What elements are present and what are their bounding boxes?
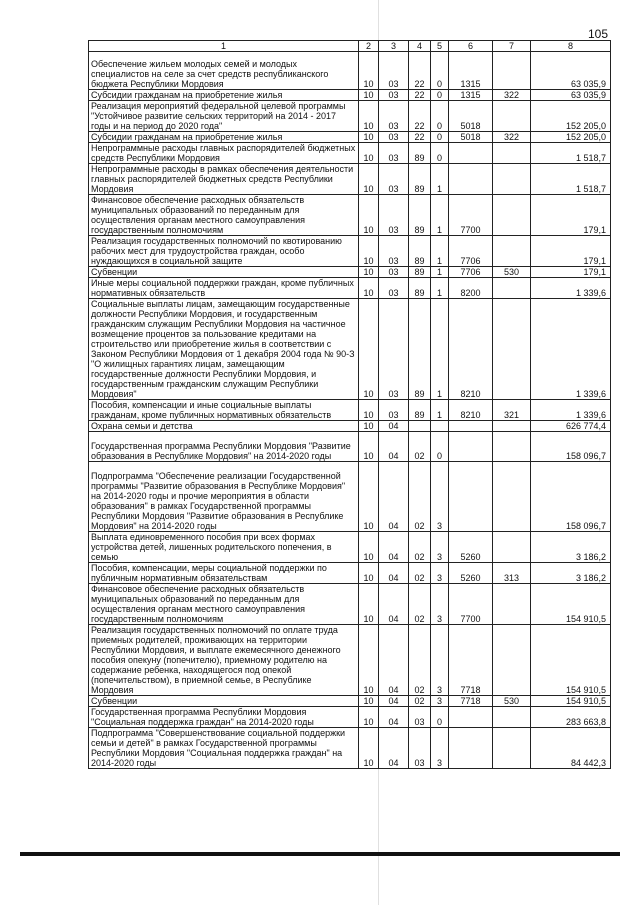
row-value-cell: 89	[409, 400, 431, 421]
row-name-cell: Финансовое обеспечение расходных обязательств муниципальных образований по переданным для осуществления органам местного самоуправления государственным полномочиям	[89, 584, 359, 625]
header-cell: 7	[493, 41, 531, 52]
row-value-cell: 10	[359, 696, 379, 707]
row-value-cell: 03	[409, 728, 431, 769]
row-value-cell: 22	[409, 132, 431, 143]
row-value-cell	[493, 143, 531, 164]
row-value-cell: 89	[409, 143, 431, 164]
row-value-cell: 22	[409, 101, 431, 132]
row-value-cell: 03	[379, 267, 409, 278]
row-value-cell: 04	[379, 707, 409, 728]
row-value-cell: 03	[379, 278, 409, 299]
row-value-cell: 3	[431, 563, 449, 584]
row-value-cell: 1	[431, 299, 449, 400]
row-name-cell: Субвенции	[89, 267, 359, 278]
row-value-cell: 0	[431, 132, 449, 143]
row-value-cell	[449, 462, 493, 532]
row-value-cell: 154 910,5	[531, 696, 611, 707]
row-value-cell: 154 910,5	[531, 625, 611, 696]
row-value-cell: 22	[409, 90, 431, 101]
row-value-cell	[493, 195, 531, 236]
row-value-cell	[493, 584, 531, 625]
row-value-cell: 02	[409, 625, 431, 696]
row-name-cell: Охрана семьи и детства	[89, 421, 359, 432]
row-value-cell: 03	[409, 707, 431, 728]
row-value-cell	[409, 421, 431, 432]
table-row	[89, 236, 611, 267]
table-row	[89, 143, 611, 164]
row-value-cell: 154 910,5	[531, 584, 611, 625]
row-value-cell: 04	[379, 696, 409, 707]
row-value-cell: 179,1	[531, 195, 611, 236]
row-value-cell: 04	[379, 462, 409, 532]
row-value-cell: 03	[379, 52, 409, 90]
table-row	[89, 267, 611, 278]
row-value-cell: 7706	[449, 267, 493, 278]
row-value-cell: 10	[359, 164, 379, 195]
row-name-cell: Обеспечение жильем молодых семей и молодых специалистов на селе за счет средств республиканского бюджета Республики Мордовия	[89, 52, 359, 90]
table-row	[89, 164, 611, 195]
row-value-cell: 10	[359, 52, 379, 90]
row-value-cell: 10	[359, 707, 379, 728]
row-value-cell: 03	[379, 101, 409, 132]
row-value-cell: 10	[359, 625, 379, 696]
row-value-cell: 89	[409, 267, 431, 278]
header-cell: 3	[379, 41, 409, 52]
row-value-cell: 03	[379, 90, 409, 101]
row-value-cell	[449, 143, 493, 164]
row-value-cell: 1	[431, 267, 449, 278]
row-value-cell: 10	[359, 236, 379, 267]
row-value-cell: 283 663,8	[531, 707, 611, 728]
table-row	[89, 101, 611, 132]
row-value-cell: 321	[493, 400, 531, 421]
row-value-cell: 04	[379, 532, 409, 563]
row-value-cell: 10	[359, 101, 379, 132]
row-name-cell: Финансовое обеспечение расходных обязательств муниципальных образований по переданным для осуществления органам местного самоуправления государственным полномочиям	[89, 195, 359, 236]
table-row	[89, 584, 611, 625]
row-value-cell: 03	[379, 236, 409, 267]
row-name-cell: Субсидии гражданам на приобретение жилья	[89, 132, 359, 143]
table-row	[89, 132, 611, 143]
row-value-cell: 89	[409, 164, 431, 195]
row-value-cell: 7718	[449, 625, 493, 696]
row-value-cell: 1 339,6	[531, 400, 611, 421]
row-value-cell: 1 339,6	[531, 278, 611, 299]
row-value-cell	[431, 421, 449, 432]
row-name-cell: Государственная программа Республики Мордовия "Социальная поддержка граждан" на 2014-2020 годы	[89, 707, 359, 728]
row-value-cell	[449, 728, 493, 769]
table-row	[89, 462, 611, 532]
table-row	[89, 90, 611, 101]
row-value-cell: 10	[359, 132, 379, 143]
row-value-cell: 152 205,0	[531, 101, 611, 132]
row-value-cell: 10	[359, 90, 379, 101]
row-name-cell: Социальные выплаты лицам, замещающим государственные должности Республики Мордовия, и государственным гражданским служащим Республики Мордовия на частичное возмещение процентов за пользование кредитами на строительство или приобретение жилья в соответствии с Законом Республики Мордовия от 1 декабря 2004 года № 90-З "О жилищных гарантиях лицам, замещающим государственные должности Республики Мордовия, и государственным гражданским служащим Республики Мордовия"	[89, 299, 359, 400]
row-name-cell: Государственная программа Республики Мордовия "Развитие образования в Республике Мордовия" на 2014-2020 годы	[89, 432, 359, 462]
row-value-cell	[493, 421, 531, 432]
row-value-cell: 322	[493, 132, 531, 143]
row-value-cell: 10	[359, 267, 379, 278]
row-value-cell: 63 035,9	[531, 90, 611, 101]
header-cell: 4	[409, 41, 431, 52]
row-value-cell: 0	[431, 52, 449, 90]
row-value-cell: 1	[431, 236, 449, 267]
row-value-cell: 10	[359, 143, 379, 164]
row-name-cell: Субсидии гражданам на приобретение жилья	[89, 90, 359, 101]
row-value-cell: 3 186,2	[531, 532, 611, 563]
row-value-cell: 02	[409, 696, 431, 707]
row-name-cell: Реализация мероприятий федеральной целевой программы "Устойчивое развитие сельских территорий на 2014 - 2017 годы и на период до 2020 года"	[89, 101, 359, 132]
row-value-cell: 10	[359, 584, 379, 625]
row-value-cell: 158 096,7	[531, 462, 611, 532]
row-value-cell	[493, 462, 531, 532]
row-value-cell: 04	[379, 584, 409, 625]
table-row	[89, 421, 611, 432]
row-value-cell: 8210	[449, 299, 493, 400]
row-value-cell: 7700	[449, 195, 493, 236]
row-value-cell: 04	[379, 728, 409, 769]
row-value-cell	[449, 707, 493, 728]
row-value-cell: 1315	[449, 52, 493, 90]
row-value-cell: 530	[493, 696, 531, 707]
row-value-cell: 1	[431, 400, 449, 421]
row-value-cell	[493, 101, 531, 132]
row-value-cell: 10	[359, 421, 379, 432]
row-value-cell	[493, 432, 531, 462]
row-value-cell: 3	[431, 532, 449, 563]
row-name-cell: Подпрограмма "Обеспечение реализации Государственной программы "Развитие образования в Республике Мордовия" на 2014-2020 годы и прочие мероприятия в области образования" в рамках Государственной программы Республики Мордовия "Развитие образования в Республике Мордовия" на 2014-2020 годы	[89, 462, 359, 532]
row-value-cell	[493, 236, 531, 267]
row-value-cell: 626 774,4	[531, 421, 611, 432]
row-name-cell: Реализация государственных полномочий по квотированию рабочих мест для трудоустройства граждан, особо нуждающихся в социальной защите	[89, 236, 359, 267]
row-value-cell: 02	[409, 432, 431, 462]
table-row	[89, 299, 611, 400]
row-value-cell: 530	[493, 267, 531, 278]
row-value-cell: 8210	[449, 400, 493, 421]
row-value-cell	[449, 164, 493, 195]
header-cell: 6	[449, 41, 493, 52]
row-name-cell: Непрограммные расходы в рамках обеспечения деятельности главных распорядителей бюджетных средств Республики Мордовия	[89, 164, 359, 195]
table-row	[89, 400, 611, 421]
row-value-cell: 10	[359, 462, 379, 532]
table-row	[89, 432, 611, 462]
row-value-cell: 0	[431, 707, 449, 728]
row-value-cell: 89	[409, 195, 431, 236]
row-value-cell: 3 186,2	[531, 563, 611, 584]
row-value-cell: 04	[379, 421, 409, 432]
header-row	[89, 41, 611, 52]
row-value-cell: 1 339,6	[531, 299, 611, 400]
table-row	[89, 278, 611, 299]
row-value-cell	[449, 421, 493, 432]
row-name-cell: Субвенции	[89, 696, 359, 707]
table-row	[89, 625, 611, 696]
row-value-cell: 1	[431, 164, 449, 195]
table-row	[89, 563, 611, 584]
row-value-cell: 03	[379, 400, 409, 421]
row-value-cell: 04	[379, 432, 409, 462]
row-value-cell	[493, 52, 531, 90]
row-name-cell: Непрограммные расходы главных распорядителей бюджетных средств Республики Мордовия	[89, 143, 359, 164]
row-value-cell: 3	[431, 696, 449, 707]
row-value-cell: 03	[379, 299, 409, 400]
row-value-cell: 10	[359, 532, 379, 563]
row-value-cell: 3	[431, 728, 449, 769]
row-value-cell: 0	[431, 90, 449, 101]
row-value-cell	[493, 299, 531, 400]
row-value-cell: 3	[431, 462, 449, 532]
row-value-cell: 10	[359, 400, 379, 421]
row-name-cell: Подпрограмма "Совершенствование социальной поддержки семьи и детей" в рамках Государственной программы Республики Мордовия "Социальная поддержка граждан" на 2014-2020 годы	[89, 728, 359, 769]
table-row	[89, 728, 611, 769]
row-value-cell: 3	[431, 625, 449, 696]
row-value-cell: 03	[379, 195, 409, 236]
table-row	[89, 52, 611, 90]
row-value-cell: 10	[359, 563, 379, 584]
row-value-cell: 89	[409, 299, 431, 400]
row-value-cell: 0	[431, 101, 449, 132]
row-value-cell: 22	[409, 52, 431, 90]
row-value-cell: 10	[359, 195, 379, 236]
row-value-cell: 89	[409, 278, 431, 299]
row-name-cell: Пособия, компенсации, меры социальной поддержки по публичным нормативным обязательствам	[89, 563, 359, 584]
row-value-cell: 03	[379, 132, 409, 143]
table-body	[89, 52, 611, 769]
row-value-cell: 313	[493, 563, 531, 584]
row-value-cell: 03	[379, 164, 409, 195]
row-value-cell: 04	[379, 625, 409, 696]
header-cell: 1	[89, 41, 359, 52]
row-name-cell: Пособия, компенсации и иные социальные выплаты гражданам, кроме публичных нормативных обязательств	[89, 400, 359, 421]
footer-rule	[20, 852, 620, 856]
row-value-cell	[493, 707, 531, 728]
row-value-cell: 7706	[449, 236, 493, 267]
row-value-cell: 5018	[449, 132, 493, 143]
row-value-cell: 7718	[449, 696, 493, 707]
row-value-cell	[493, 625, 531, 696]
row-value-cell: 7700	[449, 584, 493, 625]
row-value-cell	[493, 278, 531, 299]
row-value-cell: 5018	[449, 101, 493, 132]
table-row	[89, 696, 611, 707]
row-value-cell: 8200	[449, 278, 493, 299]
row-value-cell: 179,1	[531, 267, 611, 278]
row-value-cell: 0	[431, 432, 449, 462]
row-value-cell: 322	[493, 90, 531, 101]
row-value-cell: 02	[409, 462, 431, 532]
row-value-cell: 158 096,7	[531, 432, 611, 462]
row-value-cell: 152 205,0	[531, 132, 611, 143]
row-value-cell: 1 518,7	[531, 164, 611, 195]
table-row	[89, 707, 611, 728]
row-value-cell: 10	[359, 278, 379, 299]
row-value-cell: 0	[431, 143, 449, 164]
page-number: 105	[588, 27, 609, 41]
table-row	[89, 532, 611, 563]
table-row	[89, 195, 611, 236]
row-value-cell: 02	[409, 584, 431, 625]
row-name-cell: Иные меры социальной поддержки граждан, кроме публичных нормативных обязательств	[89, 278, 359, 299]
header-cell: 2	[359, 41, 379, 52]
row-value-cell	[449, 432, 493, 462]
row-value-cell: 3	[431, 584, 449, 625]
row-value-cell: 1	[431, 195, 449, 236]
row-value-cell: 10	[359, 728, 379, 769]
row-value-cell: 5260	[449, 532, 493, 563]
row-value-cell: 02	[409, 563, 431, 584]
row-value-cell: 1 518,7	[531, 143, 611, 164]
row-value-cell: 03	[379, 143, 409, 164]
row-value-cell: 179,1	[531, 236, 611, 267]
row-value-cell: 10	[359, 299, 379, 400]
header-cell: 5	[431, 41, 449, 52]
row-value-cell: 1315	[449, 90, 493, 101]
row-value-cell	[493, 164, 531, 195]
row-value-cell: 02	[409, 532, 431, 563]
row-value-cell: 63 035,9	[531, 52, 611, 90]
row-value-cell: 10	[359, 432, 379, 462]
row-value-cell	[493, 728, 531, 769]
row-value-cell: 84 442,3	[531, 728, 611, 769]
row-value-cell: 1	[431, 278, 449, 299]
budget-table	[88, 40, 611, 769]
row-name-cell: Выплата единовременного пособия при всех формах устройства детей, лишенных родительского попечения, в семью	[89, 532, 359, 563]
row-value-cell: 04	[379, 563, 409, 584]
header-cell: 8	[531, 41, 611, 52]
row-value-cell: 89	[409, 236, 431, 267]
row-value-cell	[493, 532, 531, 563]
row-name-cell: Реализация государственных полномочий по оплате труда приемных родителей, проживающих на территории Республики Мордовия, и выплате ежемесячного денежного пособия опекуну (попечителю), приемному родителю на содержание ребенка, находящегося под опекой (попечительством), в приемной семье, в Республике Мордовия	[89, 625, 359, 696]
row-value-cell: 5260	[449, 563, 493, 584]
